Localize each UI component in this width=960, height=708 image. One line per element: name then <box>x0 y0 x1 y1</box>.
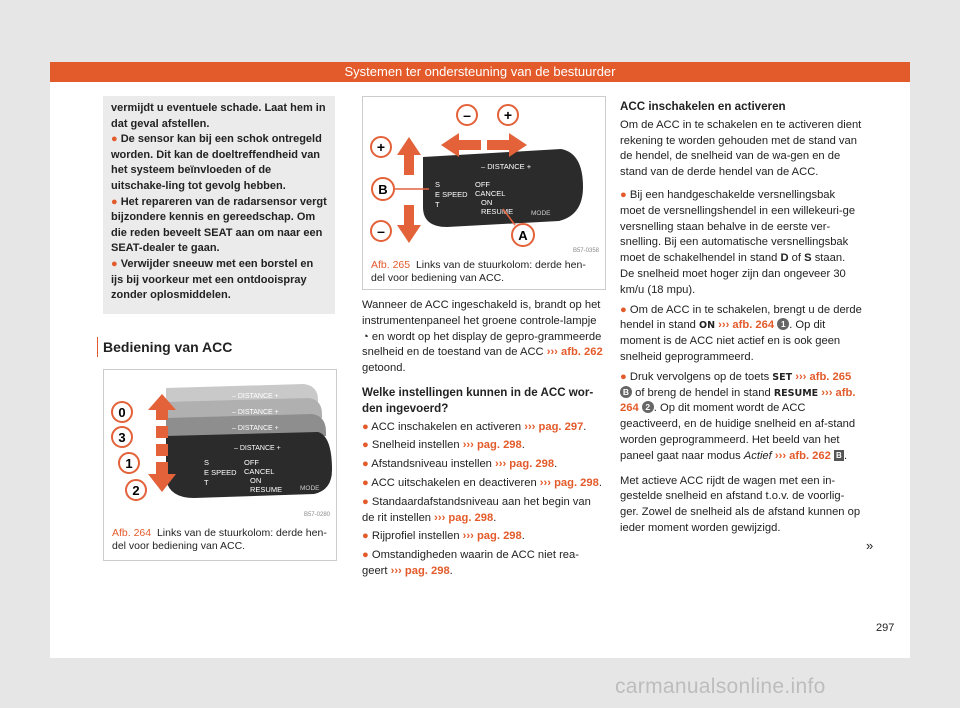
page-number: 297 <box>876 622 895 634</box>
lever-text-t: T <box>435 200 440 209</box>
warning-line-3: ● Verwijder sneeuw met een borstel en ijs bij voorkeur met een ontdooispray zonder oplosmiddelen. <box>111 257 314 302</box>
lever-text-off: OFF <box>244 458 259 467</box>
svg-text:+: + <box>376 139 386 155</box>
page-link[interactable]: ››› pag. 298 <box>539 476 599 489</box>
lever-text-on: ON <box>250 476 262 485</box>
list-item: ● Rijprofiel instellen ››› pag. 298. <box>362 530 525 543</box>
settings-list <box>362 420 604 580</box>
svg-text:–: – <box>377 223 385 239</box>
lever-label-front: – DISTANCE + <box>234 445 281 452</box>
column-2-text <box>362 298 604 580</box>
lever-text-resume: RESUME <box>250 485 283 494</box>
column-3-text <box>620 99 862 537</box>
callout-0 <box>112 402 132 422</box>
svg-text:0: 0 <box>118 405 126 420</box>
lever-text-speed: E SPEED <box>435 190 468 199</box>
callout-letter-icon: B <box>620 386 632 398</box>
bullet-set: ● Druk vervolgens op de toets SET ››› afb. 265 B of breng de hendel in stand RESUME ››› afb. 264 2 . Op dit moment wordt de ACC geactiveerd, en de huidige snelheid en af-stand worden geprogrammeerd. Het beeld van het paneel gaat naar modus Actief ››› afb. 262 B . <box>620 370 856 462</box>
warning-box <box>103 96 335 314</box>
position-marker-icon <box>156 444 168 456</box>
list-item: ● ACC uitschakelen en deactiveren ››› pag. 298. <box>362 476 602 489</box>
svg-text:A: A <box>518 228 528 243</box>
figure-264-illustration <box>104 370 336 520</box>
paragraph-acc-lamp: Wanneer de ACC ingeschakeld is, brandt op het instrumentenpaneel het groene controle-lampje ◔ en wordt op het display de gepro-grammeerde snelheid en de toestand van de ACC ››› afb. 262 getoond. <box>362 299 603 375</box>
page-link[interactable]: ››› pag. 298 <box>390 564 450 577</box>
key-on: ON <box>699 320 716 332</box>
lever-text-s: S <box>204 458 210 467</box>
warning-line-2: ● Het repareren van de radarsensor vergt bijzondere kennis en gereedschap. Om die reden beveelt SEAT aan om naar een SEAT-dealer te gaan. <box>111 195 327 255</box>
svg-text:+: + <box>503 107 513 123</box>
callout-3 <box>112 427 132 447</box>
link-afb-264[interactable]: ››› afb. 264 <box>718 319 775 332</box>
callout-plus-left <box>371 137 391 157</box>
callout-number-icon: 2 <box>642 401 654 413</box>
figure-265-illustration <box>363 97 605 257</box>
lever-distance-label: – DISTANCE + <box>481 162 532 171</box>
bullet-icon: ● <box>111 195 121 208</box>
lever-text-cancel: CANCEL <box>244 467 275 476</box>
lever-text-on: ON <box>481 198 493 207</box>
lever-text-speed: E SPEED <box>204 468 237 477</box>
svg-text:B: B <box>378 182 388 197</box>
figure-265-caption <box>363 259 605 285</box>
callout-a <box>512 224 534 246</box>
speedometer-icon: ◔ <box>362 330 369 343</box>
bullet-icon: ● <box>111 133 121 146</box>
page-link[interactable]: ››› pag. 297 <box>524 420 584 433</box>
figure-265 <box>362 96 606 290</box>
lever-text-resume: RESUME <box>481 207 514 216</box>
list-item: ● Afstandsniveau instellen ››› pag. 298. <box>362 458 558 471</box>
page-link[interactable]: ››› pag. 298 <box>462 530 522 543</box>
svg-text:2: 2 <box>132 483 140 498</box>
figure-number: Afb. 264 <box>112 527 152 539</box>
page-link[interactable]: ››› pag. 298 <box>462 439 522 452</box>
key-set: SET <box>772 371 793 383</box>
lever-text-t: T <box>204 478 209 487</box>
list-item: ● Snelheid instellen ››› pag. 298. <box>362 439 525 452</box>
lever-label-3: – DISTANCE + <box>232 425 279 432</box>
key-resume: RESUME <box>773 387 819 399</box>
link-afb-262[interactable]: ››› afb. 262 <box>774 449 831 462</box>
lever-text-off: OFF <box>475 180 490 189</box>
lever-text-mode: MODE <box>531 210 551 217</box>
list-item: ● Omstandigheden waarin de ACC niet rea-geert ››› pag. 298. <box>362 549 579 577</box>
figure-264-caption <box>104 527 336 553</box>
callout-plus-top <box>498 105 518 125</box>
figure-code: B57-0358 <box>572 248 599 254</box>
page-link[interactable]: ››› pag. 298 <box>495 458 555 471</box>
callout-1 <box>119 453 139 473</box>
link-afb-265[interactable]: ››› afb. 265 <box>795 370 852 383</box>
page-header: Systemen ter ondersteuning van de bestuurder <box>50 62 910 82</box>
warning-line-1: ● De sensor kan bij een schok ontregeld worden. Dit kan de doeltreffendheid van het systeem beïnvloeden of de uitschake-ling tot gevolg hebben. <box>111 133 322 192</box>
callout-number-icon: 1 <box>777 318 789 330</box>
caption-text: Links van de stuurkolom: derde hen-del voor bediening van ACC. <box>371 259 586 284</box>
outro-paragraph: Met actieve ACC rijdt de wagen met een in-gestelde snelheid en afstand t.o.v. de voorlig-ger. Zowel de snelheid als de afstand kunnen op ieder moment worden gewijzigd. <box>620 474 861 534</box>
question-heading: Welke instellingen kunnen in de ACC wor-den ingevoerd? <box>362 385 594 415</box>
list-item: ● Standaardafstandsniveau aan het begin van de rit instellen ››› pag. 298. <box>362 495 591 524</box>
callout-2 <box>126 480 146 500</box>
callout-minus-left <box>371 221 391 241</box>
callout-b <box>372 178 394 200</box>
bullet-on: ● Om de ACC in te schakelen, brengt u de derde hendel in stand ON ››› afb. 264 1 . Op dit moment is de ACC niet actief en is ook geen snelheid geprogrammeerd. <box>620 303 862 363</box>
svg-text:–: – <box>463 107 471 123</box>
continue-marker: » <box>866 538 874 553</box>
link-afb-264[interactable]: ››› afb. 264 <box>620 386 856 415</box>
lever-label-2: – DISTANCE + <box>232 409 279 416</box>
lever-text-s: S <box>435 180 441 189</box>
position-marker-icon <box>156 426 168 438</box>
caption-text: Links van de stuurkolom: derde hen-del voor bediening van ACC. <box>112 527 327 552</box>
display-letter-icon: B <box>834 450 844 461</box>
figure-264 <box>103 369 337 561</box>
section-title: Bediening van ACC <box>103 339 233 355</box>
callout-minus-top <box>457 105 477 125</box>
page-link[interactable]: ››› pag. 298 <box>434 511 494 524</box>
figure-number: Afb. 265 <box>371 259 411 271</box>
lever-text-cancel: CANCEL <box>475 189 506 198</box>
bullet-gear: ● Bij een handgeschakelde versnellingsbak moet de versnellingshendel in een willekeuri-ge versnelling staan behalve in de eerste ver-snelling. Bij een automatische versnellingsbak moet de schakelhendel in stand D of S staan. De snelheid moet hoger zijn dan ongeveer 30 km/u (18 mpu). <box>620 188 856 296</box>
watermark: carmanualsonline.info <box>615 675 826 698</box>
lever-label-top: – DISTANCE + <box>232 393 279 400</box>
link-afb-262[interactable]: ››› afb. 262 <box>546 346 603 359</box>
list-item: ● ACC inschakelen en activeren ››› pag. 297. <box>362 420 587 433</box>
svg-text:1: 1 <box>125 456 133 471</box>
lever-text-mode: MODE <box>300 485 320 492</box>
intro-paragraph: Om de ACC in te schakelen en te activeren dient rekening te worden gehouden met de stand van de hendel, de snelheid van de wa-gen en de stand van de derde hendel van de ACC. <box>620 118 862 179</box>
bullet-icon: ● <box>111 257 121 270</box>
subsection-title: ACC inschakelen en activeren <box>620 100 786 113</box>
svg-text:3: 3 <box>118 430 126 445</box>
warning-line-0: vermijdt u eventuele schade. Laat hem in dat geval afstellen. <box>111 102 326 130</box>
figure-code: B57-0280 <box>303 512 330 518</box>
